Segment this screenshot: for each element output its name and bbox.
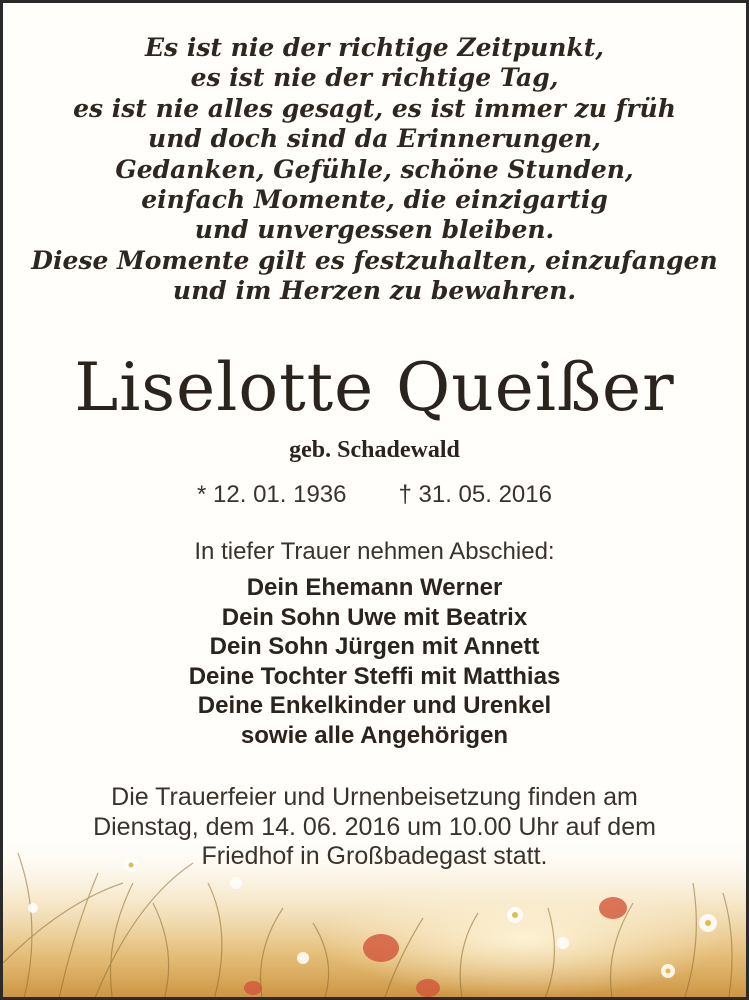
- poem-line: Diese Momente gilt es festzuhalten, einzufangen: [31, 245, 718, 275]
- mourner: sowie alle Angehörigen: [240, 721, 509, 749]
- death-date: † 31. 05. 2016: [398, 481, 552, 508]
- mourner: Dein Ehemann Werner: [246, 574, 503, 601]
- mourner: Dein Sohn Uwe mit Beatrix: [221, 603, 528, 631]
- mourner: Deine Tochter Steffi mit Matthias: [188, 662, 561, 690]
- funeral-line: Dienstag, dem 14. 06. 2016 um 10.00 Uhr auf dem: [93, 812, 656, 841]
- birth-date: * 12. 01. 1936: [197, 481, 347, 508]
- life-dates: [3, 481, 746, 509]
- poem-line: und im Herzen zu bewahren.: [172, 276, 577, 306]
- poem-line: es ist nie alles gesagt, es ist immer zu früh: [73, 93, 676, 123]
- funeral-notice: [3, 783, 746, 872]
- poem-line: Gedanken, Gefühle, schöne Stunden,: [115, 154, 634, 184]
- poem-line: einfach Momente, die einzigartig: [141, 185, 608, 215]
- mourner: Deine Enkelkinder und Urenkel: [197, 692, 552, 719]
- mourning-intro: In tiefer Trauer nehmen Abschied:: [194, 538, 555, 565]
- mourners-list: [3, 573, 746, 750]
- poem-line: und doch sind da Erinnerungen,: [148, 124, 601, 154]
- birth-name: geb. Schadewald: [289, 437, 460, 463]
- memorial-poem: [3, 33, 746, 307]
- poem-line: Es ist nie der richtige Zeitpunkt,: [144, 33, 604, 62]
- mourner: Dein Sohn Jürgen mit Annett: [209, 633, 540, 660]
- funeral-line: Friedhof in Großbadegast statt.: [201, 842, 548, 870]
- poem-line: es ist nie der richtige Tag,: [190, 63, 559, 93]
- poem-line: und unvergessen bleiben.: [194, 215, 555, 245]
- deceased-name: Liselotte Queißer: [74, 349, 675, 426]
- funeral-line: Die Trauerfeier und Urnenbeisetzung finden am: [111, 783, 638, 811]
